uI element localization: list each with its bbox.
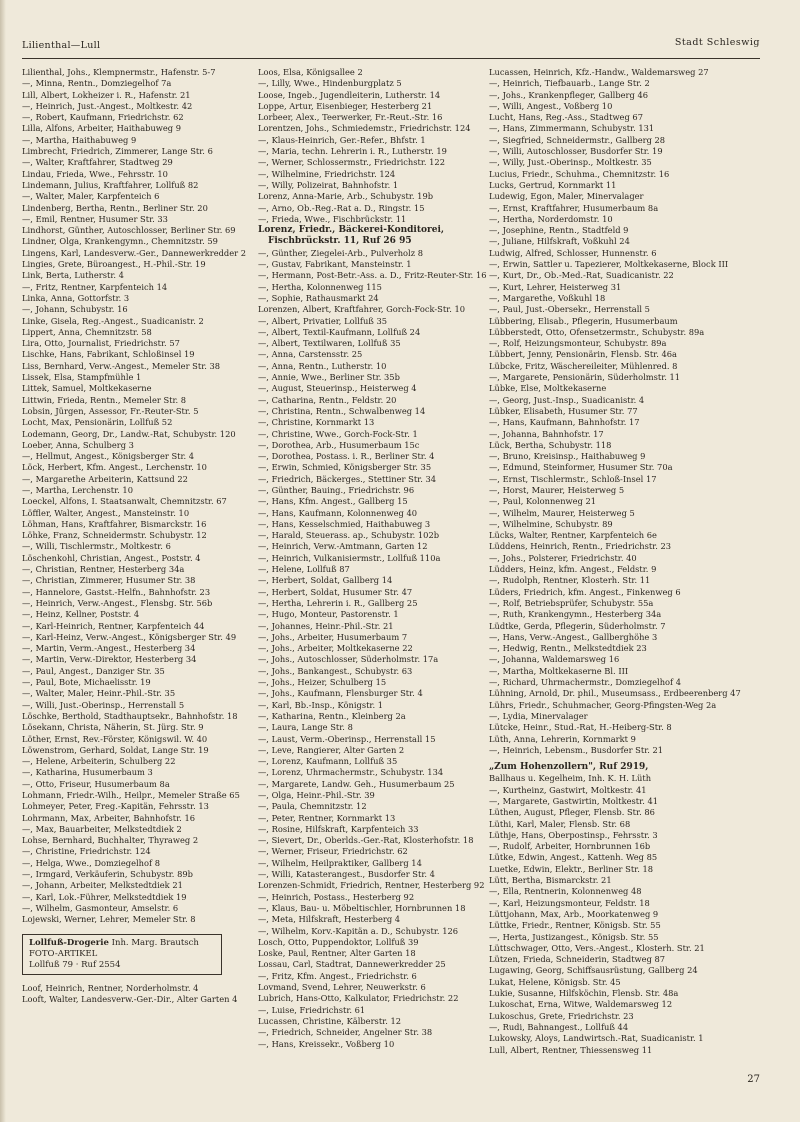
- directory-entry: —, Laura, Lange Str. 8: [258, 722, 353, 733]
- directory-entry: —, Peter, Rentner, Kornmarkt 13: [258, 812, 396, 823]
- directory-entry: —, Siegfried, Schneidermstr., Gallberg 28: [489, 134, 666, 145]
- directory-entry: Lüdtke, Gerda, Pflegerin, Süderholmstr. 7: [489, 620, 666, 631]
- column-3: [489, 67, 764, 1097]
- directory-entry: —, Hans, Kesselschmied, Haithabuweg 3: [258, 518, 431, 529]
- column-1: [22, 67, 262, 1097]
- directory-entry: Lüthi, Karl, Maler, Flensb. Str. 68: [489, 818, 631, 829]
- directory-entry: Lüth, Anna, Lehrerin, Kornmarkt 9: [489, 733, 636, 744]
- directory-entry: Lucks, Gertrud, Kornmarkt 11: [489, 179, 617, 190]
- directory-entry: Löffler, Walter, Angest., Mansteinstr. 10: [22, 507, 190, 518]
- directory-entry: —, Johs., Arbeiter, Husumerbaum 7: [258, 631, 408, 642]
- directory-entry: Lubrich, Hans-Otto, Kalkulator, Friedrichstr. 22: [258, 993, 459, 1004]
- directory-entry: Löhman, Hans, Kraftfahrer, Bismarckstr. 16: [22, 518, 207, 529]
- directory-entry: —, Catharina, Rentn., Feldstr. 20: [258, 394, 397, 405]
- directory-entry: Lüddens, Heinrich, Rentn., Friedrichstr. 23: [489, 541, 672, 552]
- directory-entry: —, Heinrich, Verw.-Angest., Flensbg. Str. 56b: [22, 597, 213, 608]
- directory-entry: —, Walter, Maler, Karpfenteich 6: [22, 191, 160, 202]
- directory-entry: —, Wilhelmine, Schubystr. 89: [489, 518, 613, 529]
- highlight-entry: Lorenz, Friedr., Bäckerei-Konditorei, Fischbrückstr. 11, Ruf 26 95: [258, 225, 445, 247]
- directory-entry: —, Luise, Friedrichstr. 61: [258, 1004, 366, 1015]
- directory-entry: Ludewig, Egon, Maler, Minervalager: [489, 191, 644, 202]
- directory-entry: —, Horst, Maurer, Heisterweg 5: [489, 484, 625, 495]
- directory-entry: Linke, Gisela, Reg.-Angest., Suadicanistr. 2: [22, 315, 204, 326]
- directory-entry: —, Olga, Heinr.-Phil.-Str. 39: [258, 790, 375, 800]
- directory-entry: —, Helene, Arbeiterin, Schulberg 22: [22, 756, 176, 767]
- directory-entry: Lorbeer, Alex., Teerwerker, Fr.-Reut.-Str. 16: [258, 112, 443, 123]
- directory-entry: —, Günther, Ziegelei-Arb., Pulverholz 8: [258, 247, 423, 258]
- directory-entry: —, Willy, Polizeirat, Bahnhofstr. 1: [258, 179, 399, 190]
- directory-entry: Lohse, Bernhard, Buchhalter, Thyraweg 2: [22, 835, 199, 846]
- directory-entry: —, Annie, Wwe., Berliner Str. 35b: [258, 372, 400, 383]
- directory-entry: —, Herbert, Soldat, Husumer Str. 47: [258, 586, 413, 597]
- directory-entry: Lindemann, Julius, Kraftfahrer, Lollfuß 82: [22, 179, 199, 190]
- ad-line3: Lollfuß 79 · Ruf 2554: [29, 959, 121, 970]
- directory-entry: Lucht, Hans, Reg.-Ass., Stadtweg 67: [489, 112, 643, 123]
- directory-entry: —, Rudolf, Arbeiter, Hornbrunnen 16b: [489, 841, 651, 852]
- directory-entry: —, Meta, Hilfskraft, Hesterberg 4: [258, 914, 401, 925]
- directory-entry: Lindner, Olga, Krankengymn., Chemnitzstr. 59: [22, 236, 218, 247]
- directory-entry: —, Frieda, Wwe., Fischbrückstr. 11: [258, 213, 407, 224]
- directory-entry: —, Helene, Lollfuß 87: [258, 564, 350, 575]
- directory-entry: —, Hertha, Kolonnenweg 115: [258, 281, 382, 292]
- directory-entry: —, Rudi, Bahnangest., Lollfuß 44: [489, 1021, 629, 1032]
- directory-entry: Lindau, Frieda, Wwe., Fehrsstr. 10: [22, 168, 168, 179]
- directory-entry: —, Georg, Just.-Insp., Suadicanistr. 4: [489, 394, 645, 405]
- directory-entry: Losch, Otto, Puppendoktor, Lollfuß 39: [258, 936, 419, 947]
- directory-entry: —, Johs., Autoschlosser, Süderholmstr. 17a: [258, 654, 439, 665]
- directory-entry: —, Hans, Kaufmann, Bahnhofstr. 17: [489, 417, 640, 428]
- directory-entry: Lübker, Elisabeth, Husumer Str. 77: [489, 405, 638, 416]
- directory-entry: —, Willy, Just.-Oberinsp., Moltkestr. 35: [489, 157, 652, 168]
- directory-entry: —, Helga, Wwe., Domziegelhof 8: [22, 857, 161, 868]
- directory-entry: —, Martha, Haithabuweg 9: [22, 134, 137, 145]
- directory-entry: —, Kurt, Lehrer, Heisterweg 31: [489, 281, 622, 292]
- ad-owner: Inh. Marg. Brautsch: [111, 937, 199, 948]
- directory-entry: Lossau, Carl, Stadtrat, Dannewerkredder 25: [258, 959, 446, 970]
- directory-entry: —, Rolf, Betriebsprüfer, Schubystr. 55a: [489, 597, 654, 608]
- directory-entry: —, Kurt, Dr., Ob.-Med.-Rat, Suadicanistr. 22: [489, 270, 674, 281]
- directory-entry: —, Hans, Kfm. Angest., Gallberg 15: [258, 496, 408, 507]
- highlight-entry-2-sub: Ballhaus u. Kegelheim, Inh. K. H. Lüth: [489, 773, 652, 784]
- directory-entry: Link, Berta, Lutherstr. 4: [22, 270, 124, 281]
- directory-entry: Löschke, Berthold, Stadthauptsekr., Bahnhofstr. 18: [22, 710, 238, 721]
- directory-entry: —, Edmund, Steinformer, Husumer Str. 70a: [489, 462, 673, 473]
- directory-entry: Lingens, Karl, Landesverw.-Ger., Dannewerkredder 2: [22, 247, 247, 258]
- header-right: Stadt Schleswig: [674, 37, 760, 48]
- directory-entry: Loof, Heinrich, Rentner, Norderholmstr. 4: [22, 982, 199, 993]
- directory-entry: —, Fritz, Rentner, Karpfenteich 14: [22, 281, 168, 292]
- directory-entry: —, Johs., Kaufmann, Flensburger Str. 4: [258, 688, 423, 699]
- directory-entry: —, Erwin, Sattler u. Tapezierer, Moltkekaserne, Block III: [489, 259, 729, 270]
- directory-entry: —, Johs., Krankenpfleger, Gallberg 46: [489, 89, 649, 100]
- directory-entry: Lodemann, Georg, Dr., Landw.-Rat, Schubystr. 120: [22, 428, 236, 439]
- directory-entry: —, Klaus-Heinrich, Ger.-Refer., Bhfstr. 1: [258, 134, 426, 145]
- directory-entry: Lühning, Arnold, Dr. phil., Museumsass., Erdbeerenberg 47: [489, 688, 741, 699]
- directory-entry: —, Wilhelm, Heilpraktiker, Gallberg 14: [258, 857, 422, 868]
- directory-entry: Locht, Max, Pensionärin, Lollfuß 52: [22, 417, 173, 428]
- directory-entry: —, Hermann, Post-Betr.-Ass. a. D., Fritz-Reuter-Str. 16: [258, 270, 487, 281]
- directory-entry: Lübcke, Fritz, Wäschereileiter, Mühlenred. 8: [489, 360, 678, 371]
- directory-entry: —, Herta, Justizangest., Königsb. Str. 55: [489, 931, 659, 942]
- directory-entry: Lingies, Grete, Büroangest., H.-Phil.-Str. 19: [22, 259, 206, 270]
- page-fold-shadow: [0, 0, 6, 1122]
- directory-entry: —, Willi, Just.-Oberinsp., Herrenstall 5: [22, 699, 185, 710]
- directory-entry: —, Minna, Rentn., Domziegelhof 7a: [22, 78, 172, 89]
- column-3-entries: [489, 67, 764, 756]
- directory-entry: Lissek, Elsa, Stampfmühle 1: [22, 372, 142, 383]
- directory-entry: —, Paul, Just.-Obersekr., Herrenstall 5: [489, 304, 650, 315]
- directory-entry: Lischke, Hans, Fabrikant, Schloßinsel 19: [22, 349, 195, 360]
- directory-entry: Luetke, Edwin, Elektr., Berliner Str. 18: [489, 863, 654, 874]
- directory-entry: —, Dorothea, Postass. i. R., Berliner Str. 4: [258, 451, 435, 462]
- directory-entry: —, Heinrich, Just.-Angest., Moltkestr. 42: [22, 100, 193, 111]
- directory-entry: —, Martin, Verm.-Angest., Hesterberg 34: [22, 643, 196, 654]
- header-rule: [22, 58, 760, 59]
- columns: [22, 67, 762, 1097]
- directory-entry: Lütke, Edwin, Angest., Kattenh. Weg 85: [489, 852, 658, 863]
- directory-entry: —, Max, Bauarbeiter, Melkstedtdiek 2: [22, 823, 182, 834]
- directory-entry: Lührs, Friedr., Schuhmacher, Georg-Pfingsten-Weg 2a: [489, 699, 717, 710]
- directory-entry: Lucassen, Heinrich, Kfz.-Handw., Waldemarsweg 27: [489, 67, 709, 77]
- directory-entry: Lorenz, Anna-Marie, Arb., Schubystr. 19b: [258, 191, 434, 202]
- directory-entry: —, Hedwig, Rentn., Melkstedtdiek 23: [489, 643, 647, 654]
- directory-entry: —, Katharina, Husumerbaum 3: [22, 767, 153, 778]
- directory-entry: —, Hellmut, Angest., Königsberger Str. 4: [22, 451, 195, 462]
- directory-entry: Lüthen, August, Pfleger, Flensb. Str. 86: [489, 807, 655, 818]
- directory-entry: —, Heinrich, Verw.-Amtmann, Garten 12: [258, 541, 428, 552]
- directory-entry: —, Karl, Lok.-Führer, Melkstedtdiek 19: [22, 891, 187, 902]
- directory-entry: —, Leve, Rangierer, Alter Garten 2: [258, 744, 405, 755]
- directory-entry: —, Harald, Steuerass. ap., Schubystr. 102b: [258, 530, 440, 541]
- directory-entry: Lucassen, Christine, Kälberstr. 12: [258, 1015, 402, 1026]
- directory-entry: —, Heinrich, Lebensm., Busdorfer Str. 21: [489, 744, 664, 755]
- directory-entry: —, Klaus, Bau- u. Möbeltischler, Hornbrunnen 18: [258, 902, 466, 913]
- directory-entry: Lütt, Bertha, Bismarckstr. 21: [489, 875, 612, 886]
- directory-entry: Löhke, Franz, Schneidermstr. Schubystr. 12: [22, 530, 207, 541]
- directory-entry: —, Johann, Arbeiter, Melkstedtdiek 21: [22, 880, 183, 891]
- header-left: Lilienthal—Lull: [22, 40, 101, 51]
- directory-entry: Liss, Bernhard, Verw.-Angest., Memeler Str. 38: [22, 360, 221, 371]
- directory-entry: —, Werner, Friseur, Friedrichstr. 62: [258, 846, 408, 857]
- directory-entry: —, Christine, Wwe., Gorch-Fock-Str. 1: [258, 428, 418, 439]
- column-1-entries: [22, 67, 262, 926]
- directory-entry: Lindenberg, Bertha, Rentn., Berliner Str. 20: [22, 202, 208, 213]
- directory-entry: Lojewski, Werner, Lehrer, Memeler Str. 8: [22, 914, 196, 925]
- directory-entry: —, Christian, Rentner, Hesterberg 34a: [22, 564, 185, 575]
- directory-entry: —, Heinrich, Postass., Hesterberg 92: [258, 891, 415, 902]
- directory-entry: —, Erwin, Schmied, Königsberger Str. 35: [258, 462, 432, 473]
- directory-entry: —, Kurtheinz, Gastwirt, Moltkestr. 41: [489, 784, 647, 795]
- directory-entry: —, Gustav, Fabrikant, Mansteinstr. 1: [258, 259, 412, 270]
- directory-entry: —, Christine, Friedrichstr. 124: [22, 846, 151, 857]
- directory-entry: Ludwig, Alfred, Schlosser, Hunnenstr. 6: [489, 247, 657, 258]
- directory-entry: —, Paul, Kolonnenweg 21: [489, 496, 597, 507]
- column-1-entries-after: [22, 983, 262, 1006]
- directory-entry: —, Heinrich, Tiefbauarb., Lange Str. 2: [489, 78, 650, 89]
- directory-entry: —, Hans, Zimmermann, Schubystr. 131: [489, 123, 655, 134]
- directory-entry: Lira, Otto, Journalist, Friedrichstr. 57: [22, 338, 180, 349]
- directory-entry: —, Martha, Moltkekaserne Bl. III: [489, 665, 629, 676]
- directory-entry: —, Margarete, Pensionärin, Süderholmstr. 11: [489, 372, 681, 383]
- directory-entry: —, Hannelore, Gastst.-Helfn., Bahnhofstr. 23: [22, 586, 211, 597]
- directory-entry: Lohmeyer, Peter, Freg.-Kapitän, Fehrsstr. 13: [22, 801, 209, 812]
- directory-entry: —, Albert, Privatier, Lollfuß 35: [258, 315, 388, 326]
- directory-entry: Löther, Ernst, Rev.-Förster, Königswil. W. 40: [22, 733, 208, 744]
- directory-entry: —, Wilhelm, Korv.-Kapitän a. D., Schubystr. 126: [258, 925, 459, 936]
- directory-entry: Lübberstedt, Otto, Ofensetzermstr., Schubystr. 89a: [489, 326, 705, 337]
- directory-entry: Lovmand, Svend, Lehrer, Neuwerkstr. 6: [258, 982, 426, 993]
- directory-entry: —, Rosine, Hilfskraft, Karpfenteich 33: [258, 823, 419, 834]
- directory-entry: —, Dorothea, Arb., Husumerbaum 15c: [258, 439, 420, 450]
- directory-entry: —, Werner, Schlossermstr., Friedrichstr. 122: [258, 157, 445, 168]
- directory-entry: —, Paula, Chemnitzstr. 12: [258, 801, 367, 812]
- directory-entry: Linka, Anna, Gottorfstr. 3: [22, 292, 130, 303]
- directory-entry: —, Johann, Schubystr. 16: [22, 304, 128, 315]
- directory-entry: Lücks, Walter, Rentner, Karpfenteich 6e: [489, 530, 657, 541]
- directory-entry: —, Paul, Angest., Danziger Str. 35: [22, 665, 165, 676]
- directory-entry: —, Wilhelm, Maurer, Heisterweg 5: [489, 507, 635, 518]
- directory-entry: —, Ernst, Kraftfahrer, Husumerbaum 8a: [489, 202, 659, 213]
- directory-entry: —, Paul, Bote, Michaelisstr. 19: [22, 677, 151, 688]
- directory-entry: Loeber, Anna, Schulberg 3: [22, 439, 134, 450]
- directory-entry: —, Hugo, Monteur, Pastorenstr. 1: [258, 609, 399, 620]
- directory-entry: Lill, Albert, Lokheizer i. R., Hafenstr. 21: [22, 89, 191, 100]
- directory-entry: —, Anna, Carstensstr. 25: [258, 349, 363, 360]
- directory-entry: Lorenzen, Albert, Kraftfahrer, Gorch-Fock-Str. 10: [258, 304, 466, 315]
- directory-entry: —, Walter, Maler, Heinr.-Phil.-Str. 35: [22, 688, 176, 699]
- directory-entry: Lobsin, Jürgen, Assessor, Fr.-Reuter-Str. 5: [22, 405, 199, 416]
- directory-entry: —, Bruno, Kreisinsp., Haithabuweg 9: [489, 451, 646, 462]
- directory-entry: —, Albert, Textilwaren, Lollfuß 35: [258, 338, 401, 349]
- directory-entry: —, Margarete, Gastwirtin, Moltkestr. 41: [489, 796, 659, 806]
- directory-entry: —, Christian, Zimmerer, Husumer Str. 38: [22, 575, 196, 586]
- directory-entry: —, Rudolph, Rentner, Klosterh. Str. 11: [489, 575, 651, 586]
- directory-entry: —, Sophie, Rathausmarkt 24: [258, 292, 379, 303]
- page-number: 27: [747, 1074, 760, 1085]
- ad-title: Lollfuß-Drogerie: [29, 937, 109, 948]
- directory-entry: Lukat, Helene, Königsb. Str. 45: [489, 976, 621, 987]
- directory-entry: —, Johs., Arbeiter, Moltkekaserne 22: [258, 643, 413, 654]
- directory-entry: —, Juliane, Hilfskraft, Voßkuhl 24: [489, 236, 630, 247]
- directory-entry: Lukie, Susanne, Hilfsköchin, Flensb. Str. 48a: [489, 988, 679, 999]
- directory-entry: Lukoschat, Erna, Witwe, Waldemarsweg 12: [489, 999, 673, 1010]
- directory-entry: Lübke, Else, Moltkekaserne: [489, 383, 607, 394]
- directory-entry: Lüttke, Friedr., Rentner, Königsb. Str. 55: [489, 920, 661, 931]
- directory-entry: Löwenstrom, Gerhard, Soldat, Lange Str. 19: [22, 744, 209, 755]
- directory-entry: —, Margarete, Landw. Geh., Husumerbaum 25: [258, 778, 455, 789]
- directory-entry: Loose, Ingeb., Jugendleiterin, Lutherstr. 14: [258, 89, 441, 100]
- directory-entry: Loos, Elsa, Königsallee 2: [258, 67, 363, 77]
- directory-entry: —, Arno, Ob.-Reg.-Rat a. D., Ringstr. 15: [258, 202, 425, 213]
- directory-entry: Lukoschus, Grete, Friedrichstr. 23: [489, 1010, 634, 1021]
- directory-entry: Lukowsky, Aloys, Landwirtsch.-Rat, Suadicanistr. 1: [489, 1033, 704, 1044]
- directory-entry: —, Rolf, Heizungsmonteur, Schubystr. 89a: [489, 338, 667, 349]
- directory-entry: —, August, Steuerinsp., Heisterweg 4: [258, 383, 417, 394]
- directory-entry: Looft, Walter, Landesverw.-Ger.-Dir., Alter Garten 4: [22, 993, 238, 1004]
- directory-entry: —, Johanna, Waldemarsweg 16: [489, 654, 620, 665]
- directory-entry: —, Maria, techn. Lehrerin i. R., Lutherstr. 19: [258, 146, 447, 157]
- directory-entry: —, Laust, Verm.-Oberinsp., Herrenstall 15: [258, 733, 436, 744]
- directory-entry: Lorentzen, Johs., Schmiedemstr., Friedrichstr. 124: [258, 123, 471, 134]
- directory-entry: —, Johanna, Bahnhofstr. 17: [489, 428, 604, 439]
- directory-entry: Lilla, Alfons, Arbeiter, Haithabuweg 9: [22, 123, 182, 134]
- directory-entry: —, Ernst, Tischlermstr., Schloß-Insel 17: [489, 473, 657, 484]
- directory-entry: Lilienthal, Johs., Klempnermstr., Hafenstr. 5-7: [22, 67, 216, 77]
- directory-entry: —, Ruth, Krankengymn., Hesterberg 34a: [489, 609, 662, 620]
- directory-entry: —, Lydia, Minervalager: [489, 710, 588, 721]
- directory-entry: Lorenzen-Schmidt, Friedrich, Rentner, Hesterberg 92: [258, 880, 485, 891]
- directory-entry: —, Hans, Kreissekr., Voßberg 10: [258, 1038, 395, 1049]
- directory-entry: —, Walter, Kraftfahrer, Stadtweg 29: [22, 157, 173, 168]
- directory-entry: Littek, Samuel, Moltkekaserne: [22, 383, 152, 394]
- directory-entry: —, Katharina, Rentn., Kleinberg 2a: [258, 710, 406, 721]
- ad-line2: FOTO-ARTIKEL: [29, 948, 98, 959]
- directory-entry: Loske, Paul, Rentner, Alter Garten 18: [258, 948, 416, 959]
- directory-entry: Lüdders, Heinz, kfm. Angest., Feldstr. 9: [489, 564, 657, 575]
- directory-entry: —, Willi, Angest., Voßberg 10: [489, 100, 613, 111]
- directory-entry: Lindhorst, Günther, Autoschlosser, Berliner Str. 69: [22, 225, 236, 236]
- directory-entry: Lütcke, Heinr., Stud.-Rat, H.-Heiberg-Str. 8: [489, 722, 672, 733]
- directory-entry: —, Hertha, Norderdomstr. 10: [489, 213, 613, 224]
- directory-entry: Lüttschwager, Otto, Vers.-Angest., Klosterh. Str. 21: [489, 942, 705, 953]
- directory-entry: —, Johannes, Heinr.-Phil.-Str. 21: [258, 620, 394, 631]
- directory-entry: —, Emil, Rentner, Husumer Str. 33: [22, 213, 168, 224]
- directory-entry: —, Johs., Bankangest., Schubystr. 63: [258, 665, 413, 676]
- directory-entry: Littwin, Frieda, Rentn., Memeler Str. 8: [22, 394, 187, 405]
- directory-entry: Löck, Herbert, Kfm. Angest., Lerchenstr. 10: [22, 462, 207, 473]
- directory-entry: —, Willi, Katasterangest., Busdorfer Str. 4: [258, 869, 435, 880]
- directory-entry: Loeckel, Alfons, I. Staatsanwalt, Chemnitzstr. 67: [22, 496, 227, 507]
- directory-entry: Lübbert, Jenny, Pensionärin, Flensb. Str. 46a: [489, 349, 677, 360]
- directory-entry: Lösekann, Christa, Näherin, St. Jürg. Str. 9: [22, 722, 204, 733]
- directory-entry: —, Friedrich, Bäckerges., Stettiner Str. 34: [258, 473, 437, 484]
- directory-entry: —, Martha, Lerchenstr. 10: [22, 484, 133, 495]
- column-2-entries: [258, 67, 498, 225]
- directory-entry: Lück, Bertha, Schubystr. 118: [489, 439, 612, 450]
- directory-entry: —, Heinz, Kellner, Poststr. 4: [22, 609, 140, 620]
- directory-entry: —, Christine, Kornmarkt 13: [258, 417, 375, 428]
- directory-entry: —, Karl-Heinz, Verw.-Angest., Königsberger Str. 49: [22, 631, 237, 642]
- directory-entry: —, Hans, Verw.-Angest., Gallberghöhe 3: [489, 631, 658, 642]
- directory-entry: —, Karl-Heinrich, Rentner, Karpfenteich 44: [22, 620, 205, 631]
- directory-entry: Lüders, Friedrich, kfm. Angest., Finkenweg 6: [489, 586, 681, 597]
- directory-entry: —, Günther, Bauing., Friedrichstr. 96: [258, 484, 415, 495]
- directory-entry: Lugawing, Georg, Schiffsausrüstung, Gallberg 24: [489, 965, 698, 976]
- column-2-entries-after: [258, 248, 498, 1050]
- directory-entry: —, Fritz, Kfm. Angest., Friedrichstr. 6: [258, 970, 417, 981]
- directory-entry: —, Willi, Autoschlosser, Busdorfer Str. 19: [489, 146, 663, 157]
- directory-entry: Limbrecht, Friedrich, Zimmerer, Lange Str. 6: [22, 146, 213, 157]
- directory-entry: —, Wilhelmine, Friedrichstr. 124: [258, 168, 396, 179]
- directory-entry: —, Lorenz, Uhrmachermstr., Schubystr. 134: [258, 767, 444, 778]
- directory-entry: Lull, Albert, Rentner, Thiessensweg 11: [489, 1044, 653, 1055]
- directory-entry: —, Karl, Heizungsmonteur, Feldstr. 18: [489, 897, 650, 908]
- directory-entry: Lüttjohann, Max, Arb., Moorkatenweg 9: [489, 908, 659, 919]
- directory-entry: —, Sievert, Dr., Oberlds.-Ger.-Rat, Klosterhofstr. 18: [258, 835, 474, 846]
- directory-entry: —, Hans, Kaufmann, Kolonnenweg 40: [258, 507, 418, 518]
- directory-entry: —, Richard, Uhrmachermstr., Domziegelhof 4: [489, 677, 682, 688]
- directory-entry: —, Irmgard, Verkäuferin, Schubystr. 89b: [22, 869, 193, 880]
- directory-entry: Löschenkohl, Christian, Angest., Poststr. 4: [22, 552, 201, 563]
- directory-entry: Lohmann, Friedr.-Wilh., Heilpr., Memeler Straße 65: [22, 790, 240, 800]
- directory-entry: —, Ella, Rentnerin, Kolonnenweg 48: [489, 886, 642, 897]
- directory-entry: —, Herbert, Soldat, Gallberg 14: [258, 575, 393, 586]
- directory-entry: —, Johs., Polsterer, Friedrichstr. 40: [489, 552, 637, 563]
- directory-entry: Lippert, Anna, Chemnitzstr. 58: [22, 326, 152, 337]
- column-2: [258, 67, 498, 1097]
- directory-entry: —, Lilly, Wwe., Hindenburgplatz 5: [258, 78, 402, 89]
- directory-entry: Lohrmann, Max, Arbeiter, Bahnhofstr. 16: [22, 812, 196, 823]
- directory-entry: Loppe, Artur, Eisenbieger, Hesterberg 21: [258, 100, 433, 111]
- directory-entry: Lüthje, Hans, Oberpostinsp., Fehrsstr. 3: [489, 829, 658, 840]
- directory-entry: —, Christina, Rentn., Schwalbenweg 14: [258, 405, 426, 416]
- directory-entry: —, Josephine, Rentn., Stadtfeld 9: [489, 225, 629, 236]
- directory-entry: —, Albert, Textil-Kaufmann, Lollfuß 24: [258, 326, 421, 337]
- directory-entry: —, Wilhelm, Gasmonteur, Amselstr. 6: [22, 902, 179, 913]
- directory-entry: —, Margarethe, Voßkuhl 18: [489, 292, 606, 303]
- directory-entry: —, Friedrich, Schneider, Angelner Str. 38: [258, 1027, 433, 1038]
- directory-entry: —, Margarethe Arbeiterin, Kattsund 22: [22, 473, 188, 484]
- directory-entry: —, Karl, Bb.-Insp., Königstr. 1: [258, 699, 384, 710]
- directory-entry: —, Hertha, Lehrerin i. R., Gallberg 25: [258, 597, 418, 608]
- advertisement-box: [22, 934, 222, 975]
- directory-entry: —, Robert, Kaufmann, Friedrichstr. 62: [22, 112, 184, 123]
- directory-entry: —, Anna, Rentn., Lutherstr. 10: [258, 360, 387, 371]
- directory-entry: —, Heinrich, Vulkanisiermstr., Lollfuß 110a: [258, 552, 441, 563]
- directory-entry: Lucius, Friedr., Schuhma., Chemnitzstr. 16: [489, 168, 670, 179]
- directory-entry: —, Willi, Tischlermstr., Moltkestr. 6: [22, 541, 171, 552]
- directory-entry: Lützen, Frieda, Schneiderin, Stadtweg 87: [489, 954, 666, 965]
- highlight-entry-2: „Zum Hohenzollern", Ruf 2919,: [489, 762, 649, 773]
- column-3-entries-after: [489, 785, 764, 1056]
- directory-entry: —, Johs., Heizer, Schulberg 15: [258, 677, 387, 688]
- directory-entry: Lübbering, Elisab., Pflegerin, Husumerbaum: [489, 315, 678, 326]
- directory-entry: —, Martin, Verw.-Direktor, Hesterberg 34: [22, 654, 197, 665]
- directory-entry: —, Lorenz, Kaufmann, Lollfuß 35: [258, 756, 398, 767]
- directory-entry: —, Otto, Friseur, Husumerbaum 8a: [22, 778, 170, 789]
